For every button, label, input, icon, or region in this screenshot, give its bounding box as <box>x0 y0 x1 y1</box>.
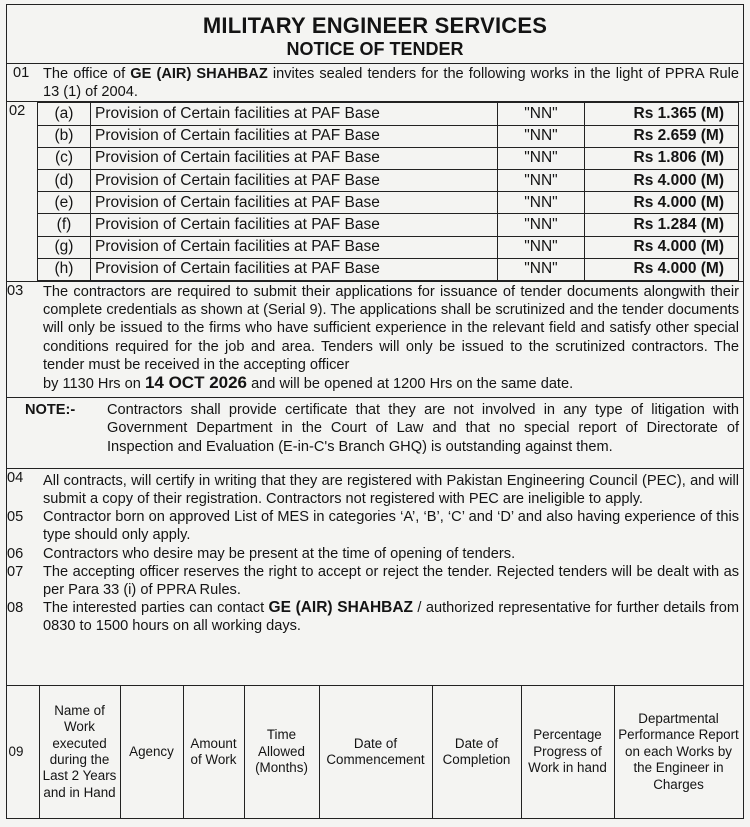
section-01-post: invites sealed tenders for the following works in the light of PPRA Rule 13 (1) of 2004. <box>43 66 739 101</box>
section-07-text: The accepting officer reserves the right to accept or reject the tender. Rejected tenders will be dealt with as per Para 33 (i) of PPRA Rules. <box>43 563 739 598</box>
works-table <box>37 102 739 281</box>
section-05-text: Contractor born on approved List of MES in categories ‘A’, ‘B’, ‘C’ and ‘D’ and also having experience of this type should only apply. <box>43 509 739 544</box>
work-code: "NN" <box>498 258 585 280</box>
work-description: Provision of Certain facilities at PAF Base <box>91 214 498 236</box>
work-letter: (b) <box>38 125 91 147</box>
column-header: Agency <box>120 686 183 819</box>
column-header: Time Allowed (Months) <box>244 686 319 819</box>
work-row <box>38 192 739 214</box>
work-row <box>38 103 739 125</box>
section-02 <box>7 102 743 281</box>
section-03-pre-date: by 1130 Hrs on <box>43 375 145 392</box>
work-amount: Rs 2.659 (M) <box>585 125 739 147</box>
section-03-post-date: and will be opened at 1200 Hrs on the same date. <box>247 375 574 392</box>
work-letter: (g) <box>38 236 91 258</box>
office-name: GE (AIR) SHAHBAZ <box>268 599 414 617</box>
work-description: Provision of Certain facilities at PAF Base <box>91 125 498 147</box>
work-amount: Rs 1.806 (M) <box>585 147 739 169</box>
section-08-post: / authorized representative for further details from 0830 to 1500 hours on all working days. <box>43 600 739 635</box>
section-number: 04 <box>7 469 24 486</box>
column-header: Name of Work executed during the Last 2 Years and in Hand <box>39 686 120 819</box>
work-code: "NN" <box>498 103 585 125</box>
work-description: Provision of Certain facilities at PAF Base <box>91 103 498 125</box>
tender-notice-page <box>6 4 744 819</box>
work-amount: Rs 4.000 (M) <box>585 236 739 258</box>
section-08 <box>7 599 743 635</box>
work-letter: (c) <box>38 147 91 169</box>
office-name: GE (AIR) SHAHBAZ <box>130 66 268 82</box>
work-letter: (e) <box>38 192 91 214</box>
tender-date: 14 OCT 2026 <box>144 372 248 392</box>
notice-subtitle: NOTICE OF TENDER <box>286 39 464 59</box>
work-code: "NN" <box>498 125 585 147</box>
section-07 <box>7 563 743 599</box>
section-01 <box>7 64 743 101</box>
work-amount: Rs 4.000 (M) <box>585 258 739 280</box>
work-letter: (a) <box>38 103 91 125</box>
work-amount: Rs 4.000 (M) <box>585 192 739 214</box>
work-row <box>38 236 739 258</box>
work-description: Provision of Certain facilities at PAF Base <box>91 258 498 280</box>
section-number: 03 <box>7 282 24 299</box>
work-code: "NN" <box>498 236 585 258</box>
work-description: Provision of Certain facilities at PAF Base <box>91 236 498 258</box>
section-number: 02 <box>9 103 26 120</box>
work-letter: (d) <box>38 169 91 191</box>
credentials-table <box>6 685 744 819</box>
section-01-pre: The office of <box>43 66 131 82</box>
work-row <box>38 125 739 147</box>
column-header: Date of Completion <box>432 686 521 819</box>
section-number: 07 <box>7 563 24 580</box>
section-06-text: Contractors who desire may be present at the time of opening of tenders. <box>43 545 516 562</box>
column-header: Departmental Performance Report on each Works by the Engineer in Charges <box>614 686 743 819</box>
work-row <box>38 214 739 236</box>
work-row <box>38 147 739 169</box>
work-amount: Rs 4.000 (M) <box>585 169 739 191</box>
column-header: Percentage Progress of Work in hand <box>521 686 614 819</box>
work-code: "NN" <box>498 147 585 169</box>
work-code: "NN" <box>498 192 585 214</box>
note-text: Contractors shall provide certificate that they are not involved in any type of litigation with Government Department in the Court of Law and that no special report of Directorate of Inspection and Evaluation (E-in-C's Branch GHQ) is outstanding against them. <box>107 402 739 455</box>
work-description: Provision of Certain facilities at PAF Base <box>91 147 498 169</box>
column-header: Amount of Work <box>183 686 244 819</box>
section-number: 08 <box>7 600 24 617</box>
work-description: Provision of Certain facilities at PAF Base <box>91 169 498 191</box>
work-row <box>38 258 739 280</box>
section-number: 01 <box>13 65 30 81</box>
note-label: NOTE:- <box>25 402 76 419</box>
work-row <box>38 169 739 191</box>
section-06 <box>7 545 743 563</box>
work-code: "NN" <box>498 169 585 191</box>
section-05 <box>7 508 743 544</box>
note-section <box>21 398 739 468</box>
section-number: 06 <box>7 545 24 562</box>
section-04 <box>7 469 743 508</box>
section-number: 05 <box>7 509 24 526</box>
section-number: 09 <box>6 686 39 819</box>
column-header: Date of Commencement <box>319 686 432 819</box>
work-amount: Rs 1.365 (M) <box>585 103 739 125</box>
section-04-text: All contracts, will certify in writing that they are registered with Pakistan Engineering Council (PEC), and will submit a copy of their registration. Contractors not registered with PEC are ineligible to apply. <box>43 472 739 507</box>
notice-title: MILITARY ENGINEER SERVICES <box>202 13 548 38</box>
work-letter: (f) <box>38 214 91 236</box>
work-description: Provision of Certain facilities at PAF Base <box>91 192 498 214</box>
work-amount: Rs 1.284 (M) <box>585 214 739 236</box>
section-03-text: The contractors are required to submit their applications for issuance of tender documents alongwith their complete credentials as shown at (Serial 9). The applications shall be scrutinized and the tender documents will only be issued to the firms who have sufficient experience in the relevant field and satisfy other special conditions required for the job and area. Tenders will only be issued to the scrutinized contractors. The tender must be received in the accepting officer <box>43 283 739 373</box>
work-code: "NN" <box>498 214 585 236</box>
section-03 <box>7 282 743 397</box>
section-08-pre: The interested parties can contact <box>43 600 269 617</box>
work-letter: (h) <box>38 258 91 280</box>
